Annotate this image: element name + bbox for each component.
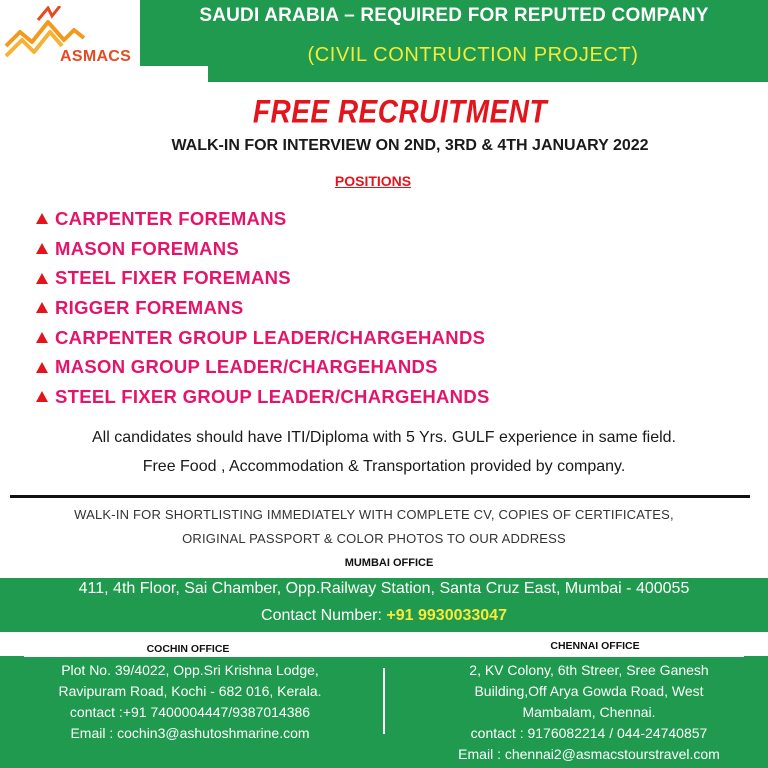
position-label: CARPENTER FOREMANS bbox=[55, 207, 287, 229]
shortlisting-line-1: WALK-IN FOR SHORTLISTING IMMEDIATELY WITH COMPLETE CV, COPIES OF CERTIFICATES, bbox=[74, 507, 674, 522]
requirement-benefits: Free Food , Accommodation & Transportation provided by company. bbox=[142, 458, 626, 475]
asmacs-logo bbox=[4, 6, 140, 66]
walkin-dates: WALK-IN FOR INTERVIEW ON 2ND, 3RD & 4TH JANUARY 2022 bbox=[171, 137, 649, 154]
cochin-address-1: Plot No. 39/4022, Opp.Sri Krishna Lodge, bbox=[61, 662, 319, 678]
chennai-email[interactable]: Email : chennai2@asmacstourstravel.com bbox=[458, 746, 720, 762]
position-label: RIGGER FOREMANS bbox=[55, 296, 244, 318]
position-label: MASON GROUP LEADER/CHARGEHANDS bbox=[55, 356, 438, 378]
shortlisting-line-2: ORIGINAL PASSPORT & COLOR PHOTOS TO OUR ADDRESS bbox=[182, 531, 566, 546]
cochin-office-heading: COCHIN OFFICE bbox=[146, 643, 230, 655]
cochin-email[interactable]: Email : cochin3@ashutoshmarine.com bbox=[70, 725, 310, 741]
position-label: CARPENTER GROUP LEADER/CHARGEHANDS bbox=[55, 326, 486, 348]
position-label: STEEL FIXER FOREMANS bbox=[55, 267, 291, 289]
free-recruitment-headline: FREE RECRUITMENT bbox=[252, 93, 548, 130]
cochin-contact[interactable]: contact :+91 7400004447/9387014386 bbox=[69, 704, 311, 720]
triangle-bullet-icon bbox=[36, 243, 48, 254]
triangle-bullet-icon bbox=[36, 391, 48, 402]
chennai-address-2: Building,Off Arya Gowda Road, West bbox=[474, 683, 704, 699]
position-item bbox=[36, 204, 490, 234]
office-divider bbox=[383, 668, 385, 734]
page-subtitle: (CIVIL CONTRUCTION PROJECT) bbox=[307, 44, 639, 66]
mumbai-address: 411, 4th Floor, Sai Chamber, Opp.Railway Station, Santa Cruz East, Mumbai - 400055 bbox=[78, 580, 690, 597]
divider-rule bbox=[10, 495, 750, 498]
chennai-office-details bbox=[424, 660, 754, 765]
triangle-bullet-icon bbox=[36, 213, 48, 224]
chennai-address-3: Mambalam, Chennai. bbox=[522, 704, 656, 720]
chennai-office-heading: CHENNAI OFFICE bbox=[550, 640, 640, 652]
position-label: MASON FOREMANS bbox=[55, 237, 240, 259]
triangle-bullet-icon bbox=[36, 273, 48, 284]
contact-number[interactable]: +91 9930033047 bbox=[386, 607, 507, 624]
page-title: SAUDI ARABIA – REQUIRED FOR REPUTED COMPANY bbox=[199, 5, 709, 26]
header-notch bbox=[140, 66, 208, 82]
positions-list bbox=[36, 204, 490, 412]
logo-text: ASMACS bbox=[60, 48, 132, 65]
triangle-bullet-icon bbox=[36, 332, 48, 343]
positions-heading: POSITIONS bbox=[334, 173, 412, 189]
requirement-qualification: All candidates should have ITI/Diploma with 5 Yrs. GULF experience in same field. bbox=[92, 429, 676, 446]
position-label: STEEL FIXER GROUP LEADER/CHARGEHANDS bbox=[55, 385, 490, 407]
mumbai-contact bbox=[0, 607, 768, 625]
mumbai-office-heading: MUMBAI OFFICE bbox=[344, 557, 434, 569]
triangle-bullet-icon bbox=[36, 362, 48, 373]
cochin-address-2: Ravipuram Road, Kochi - 682 016, Kerala. bbox=[58, 683, 322, 699]
position-item bbox=[36, 323, 490, 353]
position-item bbox=[36, 234, 490, 264]
chennai-contact[interactable]: contact : 9176082214 / 044-24740857 bbox=[470, 725, 708, 741]
contact-label: Contact Number: bbox=[261, 607, 382, 624]
position-item bbox=[36, 382, 490, 412]
position-item bbox=[36, 263, 490, 293]
cochin-office-details bbox=[20, 660, 360, 744]
triangle-bullet-icon bbox=[36, 302, 48, 313]
chennai-address-1: 2, KV Colony, 6th Streer, Sree Ganesh bbox=[469, 662, 709, 678]
position-item bbox=[36, 293, 490, 323]
position-item bbox=[36, 352, 490, 382]
